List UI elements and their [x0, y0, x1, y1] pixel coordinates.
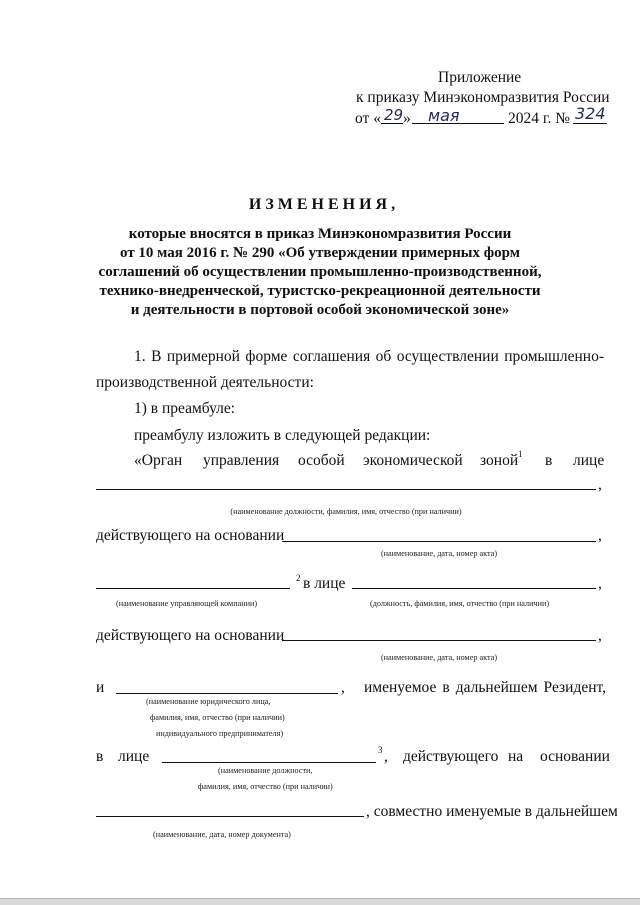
- caption-representative-line-1: (наименование должности,: [218, 766, 313, 775]
- day-underline: [381, 123, 403, 124]
- resident-label: именуемое в дальнейшем Резидент,: [364, 679, 606, 696]
- footnote-1-marker: 1: [518, 449, 523, 459]
- word-litse: лице: [573, 452, 605, 469]
- conjunction-and: и: [96, 679, 105, 696]
- acting-basis-label: действующего на основании: [96, 527, 285, 544]
- caption-company-official: (должность, фамилия, имя, отчество (при наличии): [370, 599, 550, 608]
- document-heading: ИЗМЕНЕНИЯ,: [248, 196, 400, 213]
- comma-5: ,: [341, 679, 345, 696]
- number-underline: [573, 123, 607, 124]
- caption-management-company: (наименование управляющей компании): [116, 599, 258, 608]
- official-name-blank[interactable]: [96, 489, 596, 490]
- paragraph-1-line-2: производственной деятельности:: [96, 374, 314, 391]
- date-prefix: от «: [355, 110, 381, 127]
- company-official-blank[interactable]: [352, 588, 596, 589]
- caption-official-name: (наименование должности, фамилия, имя, отчество (при наличии): [230, 507, 462, 516]
- caption-basis-document: (наименование, дата, номер документа): [153, 830, 291, 839]
- subtitle-line-4: технико-внедренческой, туристско-рекреационной деятельности: [99, 283, 541, 299]
- word-v: в: [545, 452, 553, 469]
- date-close-quote: »: [403, 110, 411, 127]
- subtitle-line-1: которые вносятся в приказ Минэкономразвития России: [128, 226, 512, 242]
- word-zonoy: зоной: [480, 452, 519, 469]
- paragraph-2: 1) в преамбуле:: [134, 400, 236, 417]
- word-litse-2: лице: [118, 748, 150, 765]
- footnote-2-marker: 2: [296, 573, 301, 583]
- appendix-label: Приложение: [438, 69, 522, 86]
- date-day-handwritten: 29: [384, 106, 404, 124]
- comma-3: ,: [598, 575, 602, 592]
- acting-basis-label-2: действующего на основании: [96, 627, 285, 644]
- management-company-blank[interactable]: [96, 588, 290, 589]
- date-month-handwritten: мая: [428, 106, 460, 125]
- word-osoboy: особой: [298, 452, 345, 469]
- word-deystvuyushchego: действующего: [403, 748, 499, 765]
- resident-name-blank[interactable]: [116, 693, 338, 694]
- caption-representative-line-2: фамилия, имя, отчество (при наличии): [198, 782, 333, 791]
- comma-4: ,: [598, 627, 602, 644]
- paragraph-3: преамбулу изложить в следующей редакции:: [134, 427, 431, 444]
- in-person-label: в лице: [303, 575, 346, 592]
- caption-resident-line-1: (наименование юридического лица,: [146, 697, 271, 706]
- page-bottom-edge: [0, 899, 640, 905]
- resident-representative-blank[interactable]: [162, 762, 376, 763]
- date-year: 2024 г. №: [508, 110, 571, 127]
- caption-basis-act: (наименование, дата, номер акта): [380, 549, 498, 558]
- subtitle-line-3: соглашений об осуществлении промышленно-производственной,: [98, 264, 542, 280]
- order-reference: к приказу Минэкономразвития России: [356, 89, 610, 106]
- basis-document-blank[interactable]: [96, 816, 364, 817]
- basis-act-blank-2[interactable]: [282, 640, 596, 641]
- preposition-v: в: [96, 748, 104, 765]
- caption-resident-line-3: индивидуального предпринимателя): [156, 729, 284, 738]
- caption-resident-line-2: фамилия, имя, отчество (при наличии): [150, 713, 285, 722]
- word-osnovanii: основании: [540, 748, 610, 765]
- comma-1: ,: [598, 476, 602, 493]
- basis-act-blank[interactable]: [282, 541, 596, 542]
- jointly-named-label: , совместно именуемые в дальнейшем: [366, 803, 618, 820]
- month-underline: [412, 123, 504, 124]
- comma-2: ,: [598, 527, 602, 544]
- subtitle-line-5: и деятельности в портовой особой экономической зоне»: [130, 302, 510, 318]
- word-na: на: [508, 748, 524, 765]
- word-upravleniya: управления: [203, 452, 280, 469]
- paragraph-1-line-1: 1. В примерной форме соглашения об осуществлении промышленно-: [134, 348, 604, 365]
- subtitle-line-2: от 10 мая 2016 г. № 290 «Об утверждении примерных форм: [120, 245, 520, 261]
- word-ekonomicheskoy: экономической: [363, 452, 463, 469]
- caption-basis-act-2: (наименование, дата, номер акта): [380, 653, 498, 662]
- comma-6: ,: [384, 748, 388, 765]
- order-number-handwritten: 324: [575, 104, 606, 123]
- footnote-3-marker: 3: [378, 745, 383, 755]
- word-organ: «Орган: [134, 452, 183, 469]
